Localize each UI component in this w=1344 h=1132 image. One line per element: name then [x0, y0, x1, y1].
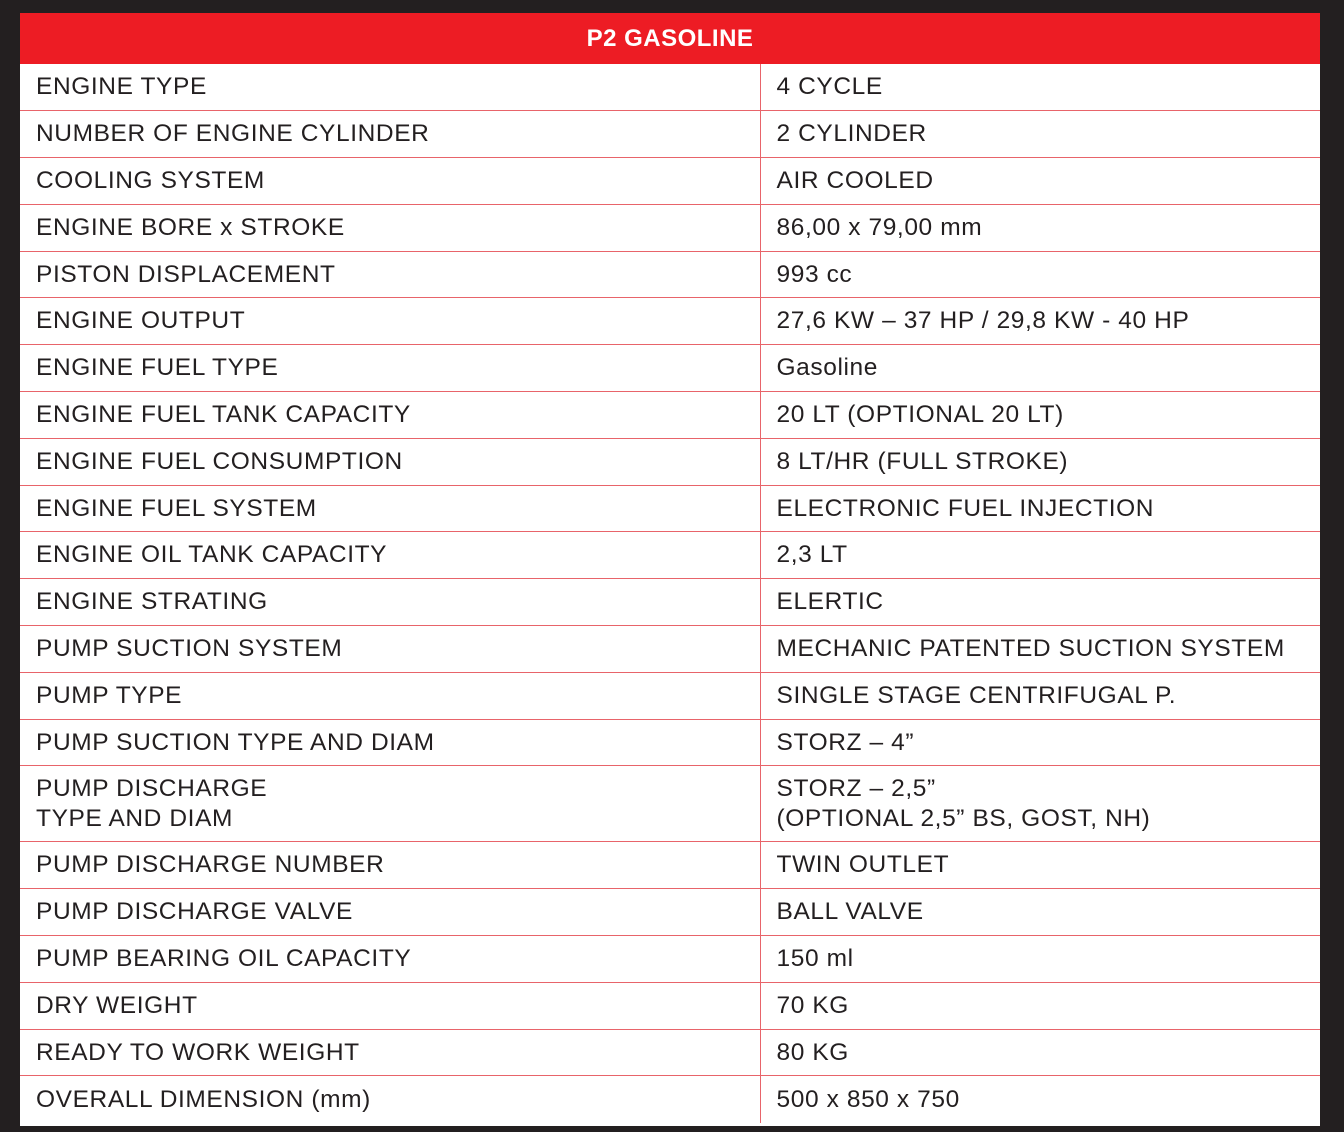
spec-label: PISTON DISPLACEMENT: [20, 251, 760, 298]
spec-value: ELERTIC: [760, 579, 1320, 626]
spec-value: 993 cc: [760, 251, 1320, 298]
spec-value: STORZ – 2,5” (OPTIONAL 2,5” BS, GOST, NH): [760, 766, 1320, 842]
table-row: [20, 982, 1320, 1029]
spec-value: BALL VALVE: [760, 889, 1320, 936]
table-row: [20, 251, 1320, 298]
spec-label: PUMP DISCHARGE TYPE AND DIAM: [20, 766, 760, 842]
table-row: [20, 579, 1320, 626]
spec-label: DRY WEIGHT: [20, 982, 760, 1029]
spec-label: NUMBER OF ENGINE CYLINDER: [20, 111, 760, 158]
table-row: [20, 438, 1320, 485]
table-row: [20, 1076, 1320, 1123]
spec-table: [20, 64, 1320, 1123]
spec-label: ENGINE FUEL SYSTEM: [20, 485, 760, 532]
table-row: [20, 672, 1320, 719]
spec-value: 86,00 x 79,00 mm: [760, 204, 1320, 251]
spec-value: 70 KG: [760, 982, 1320, 1029]
spec-value: 80 KG: [760, 1029, 1320, 1076]
spec-label: ENGINE OUTPUT: [20, 298, 760, 345]
spec-label: ENGINE STRATING: [20, 579, 760, 626]
spec-value: 8 LT/HR (FULL STROKE): [760, 438, 1320, 485]
spec-value: 150 ml: [760, 936, 1320, 983]
spec-label: PUMP DISCHARGE NUMBER: [20, 842, 760, 889]
spec-value: MECHANIC PATENTED SUCTION SYSTEM: [760, 626, 1320, 673]
spec-label: PUMP SUCTION SYSTEM: [20, 626, 760, 673]
table-row: [20, 626, 1320, 673]
table-row: [20, 842, 1320, 889]
spec-label: PUMP TYPE: [20, 672, 760, 719]
table-row: [20, 64, 1320, 111]
table-row: [20, 485, 1320, 532]
table-row: [20, 111, 1320, 158]
spec-label: ENGINE OIL TANK CAPACITY: [20, 532, 760, 579]
spec-value: 20 LT (OPTIONAL 20 LT): [760, 392, 1320, 439]
table-row: [20, 889, 1320, 936]
table-row: [20, 719, 1320, 766]
spec-label: READY TO WORK WEIGHT: [20, 1029, 760, 1076]
spec-table-body: [20, 64, 1320, 1123]
table-row: [20, 532, 1320, 579]
spec-value: TWIN OUTLET: [760, 842, 1320, 889]
spec-sheet: [20, 13, 1320, 1126]
table-title: P2 GASOLINE: [586, 24, 754, 52]
spec-label: OVERALL DIMENSION (mm): [20, 1076, 760, 1123]
table-header: [20, 13, 1320, 64]
spec-value: 2 CYLINDER: [760, 111, 1320, 158]
spec-value: STORZ – 4”: [760, 719, 1320, 766]
table-row: [20, 298, 1320, 345]
spec-value: 27,6 KW – 37 HP / 29,8 KW - 40 HP: [760, 298, 1320, 345]
spec-value: ELECTRONIC FUEL INJECTION: [760, 485, 1320, 532]
spec-label: ENGINE BORE x STROKE: [20, 204, 760, 251]
table-row: [20, 1029, 1320, 1076]
table-row: [20, 158, 1320, 205]
spec-value: SINGLE STAGE CENTRIFUGAL P.: [760, 672, 1320, 719]
spec-label: COOLING SYSTEM: [20, 158, 760, 205]
spec-label: PUMP DISCHARGE VALVE: [20, 889, 760, 936]
table-row: [20, 204, 1320, 251]
spec-value: 4 CYCLE: [760, 64, 1320, 111]
table-row: [20, 392, 1320, 439]
spec-value: AIR COOLED: [760, 158, 1320, 205]
table-row: [20, 936, 1320, 983]
spec-label: PUMP BEARING OIL CAPACITY: [20, 936, 760, 983]
spec-label: PUMP SUCTION TYPE AND DIAM: [20, 719, 760, 766]
table-row: [20, 345, 1320, 392]
spec-label: ENGINE FUEL TANK CAPACITY: [20, 392, 760, 439]
spec-value: 2,3 LT: [760, 532, 1320, 579]
spec-label: ENGINE FUEL TYPE: [20, 345, 760, 392]
spec-label: ENGINE FUEL CONSUMPTION: [20, 438, 760, 485]
spec-value: 500 x 850 x 750: [776, 1085, 960, 1113]
spec-label: ENGINE TYPE: [20, 64, 760, 111]
spec-value: Gasoline: [760, 345, 1320, 392]
table-row: [20, 766, 1320, 842]
